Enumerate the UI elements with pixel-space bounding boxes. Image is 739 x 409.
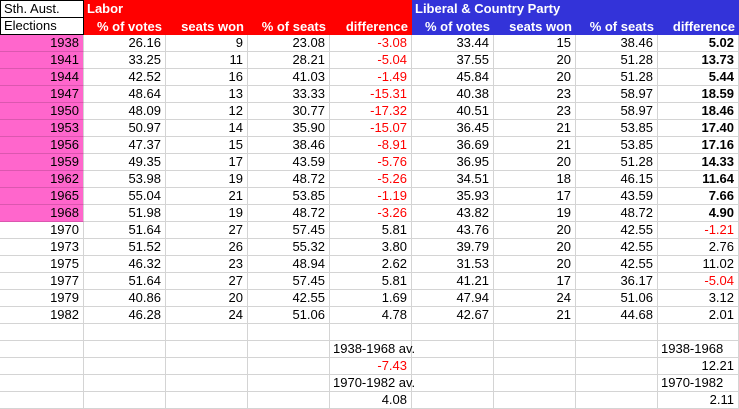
cell-labor-seat-pct[interactable]: 38.46 (248, 137, 330, 154)
year-row (0, 35, 739, 52)
cell-liberal-difference[interactable]: 3.12 (658, 290, 739, 307)
year-row (0, 86, 739, 103)
cell-year[interactable]: 1938 (0, 35, 84, 52)
cell-labor-summary[interactable]: 4.08 (330, 392, 412, 409)
cell-empty[interactable] (412, 341, 494, 358)
cell-empty[interactable] (0, 358, 84, 375)
cell-liberal-seats-won[interactable]: 24 (494, 290, 576, 307)
cell-empty[interactable] (330, 324, 412, 341)
cell-liberal-difference[interactable]: 2.76 (658, 239, 739, 256)
cell-liberal-seat-pct[interactable]: 53.85 (576, 137, 658, 154)
cell-empty[interactable] (576, 392, 658, 409)
corner-title-cell[interactable]: Sth. Aust. (0, 0, 84, 18)
cell-empty[interactable] (494, 324, 576, 341)
cell-labor-seats-won[interactable]: 13 (166, 86, 248, 103)
cell-empty[interactable] (0, 375, 84, 392)
cell-liberal-difference[interactable]: 14.33 (658, 154, 739, 171)
cell-liberal-votes[interactable]: 40.51 (412, 103, 494, 120)
cell-liberal-difference[interactable]: 5.02 (658, 35, 739, 52)
cell-labor-votes[interactable]: 42.52 (84, 69, 166, 86)
cell-empty[interactable] (84, 341, 166, 358)
cell-labor-votes[interactable]: 51.98 (84, 205, 166, 222)
cell-labor-difference[interactable]: -5.04 (330, 52, 412, 69)
cell-labor-votes[interactable]: 51.64 (84, 222, 166, 239)
cell-liberal-seats-won[interactable]: 23 (494, 86, 576, 103)
cell-liberal-difference[interactable]: 7.66 (658, 188, 739, 205)
liberal-seatpct-header[interactable]: % of seats (576, 18, 658, 35)
cell-empty[interactable] (576, 358, 658, 375)
cell-liberal-seat-pct[interactable]: 44.68 (576, 307, 658, 324)
cell-empty[interactable] (412, 358, 494, 375)
cell-labor-difference[interactable]: -3.26 (330, 205, 412, 222)
cell-liberal-votes[interactable]: 35.93 (412, 188, 494, 205)
cell-liberal-seats-won[interactable]: 20 (494, 222, 576, 239)
cell-labor-seat-pct[interactable]: 48.72 (248, 205, 330, 222)
cell-liberal-summary[interactable]: 1938-1968 (658, 341, 739, 358)
cell-labor-seat-pct[interactable]: 43.59 (248, 154, 330, 171)
cell-labor-summary[interactable]: -7.43 (330, 358, 412, 375)
cell-empty[interactable] (166, 324, 248, 341)
cell-empty[interactable] (412, 375, 494, 392)
cell-empty[interactable] (84, 375, 166, 392)
cell-liberal-seat-pct[interactable]: 58.97 (576, 103, 658, 120)
cell-labor-votes[interactable]: 47.37 (84, 137, 166, 154)
cell-liberal-votes[interactable]: 42.67 (412, 307, 494, 324)
labor-seatpct-header[interactable]: % of seats (248, 18, 330, 35)
cell-year[interactable]: 1950 (0, 103, 84, 120)
cell-labor-seats-won[interactable]: 23 (166, 256, 248, 273)
cell-liberal-votes[interactable]: 36.95 (412, 154, 494, 171)
cell-liberal-summary[interactable]: 2.11 (658, 392, 739, 409)
cell-labor-seats-won[interactable]: 16 (166, 69, 248, 86)
cell-liberal-seat-pct[interactable]: 58.97 (576, 86, 658, 103)
cell-liberal-seat-pct[interactable]: 36.17 (576, 273, 658, 290)
cell-empty[interactable] (248, 358, 330, 375)
labor-header-cell[interactable]: Labor (84, 0, 412, 18)
cell-empty[interactable] (576, 375, 658, 392)
cell-labor-votes[interactable]: 51.64 (84, 273, 166, 290)
cell-empty[interactable] (412, 392, 494, 409)
cell-empty[interactable] (0, 341, 84, 358)
year-row (0, 205, 739, 222)
cell-liberal-summary[interactable]: 12.21 (658, 358, 739, 375)
cell-liberal-votes[interactable]: 41.21 (412, 273, 494, 290)
cell-liberal-seat-pct[interactable]: 42.55 (576, 239, 658, 256)
cell-labor-difference[interactable]: -1.49 (330, 69, 412, 86)
cell-labor-seats-won[interactable]: 17 (166, 154, 248, 171)
cell-labor-seat-pct[interactable]: 30.77 (248, 103, 330, 120)
year-row (0, 171, 739, 188)
cell-labor-seat-pct[interactable]: 51.06 (248, 307, 330, 324)
cell-liberal-votes[interactable]: 43.82 (412, 205, 494, 222)
liberal-difference-header[interactable]: difference (658, 18, 739, 35)
party-header-row (0, 0, 739, 18)
cell-labor-seats-won[interactable]: 20 (166, 290, 248, 307)
cell-year[interactable]: 1968 (0, 205, 84, 222)
cell-labor-seat-pct[interactable]: 23.08 (248, 35, 330, 52)
cell-liberal-seats-won[interactable]: 20 (494, 239, 576, 256)
year-row (0, 222, 739, 239)
cell-liberal-seats-won[interactable]: 20 (494, 256, 576, 273)
cell-liberal-difference[interactable]: 17.16 (658, 137, 739, 154)
labor-seats-header[interactable]: seats won (166, 18, 248, 35)
cell-liberal-votes[interactable]: 45.84 (412, 69, 494, 86)
cell-labor-votes[interactable]: 26.16 (84, 35, 166, 52)
empty-row (0, 324, 739, 341)
cell-year[interactable]: 1970 (0, 222, 84, 239)
cell-labor-votes[interactable]: 50.97 (84, 120, 166, 137)
cell-labor-seats-won[interactable]: 9 (166, 35, 248, 52)
cell-year[interactable]: 1965 (0, 188, 84, 205)
column-header-row (0, 18, 739, 35)
cell-empty[interactable] (166, 358, 248, 375)
cell-labor-votes[interactable]: 51.52 (84, 239, 166, 256)
cell-year[interactable]: 1982 (0, 307, 84, 324)
cell-empty[interactable] (494, 341, 576, 358)
cell-labor-seats-won[interactable]: 15 (166, 137, 248, 154)
cell-liberal-difference[interactable]: 17.40 (658, 120, 739, 137)
cell-year[interactable]: 1959 (0, 154, 84, 171)
cell-labor-summary[interactable]: 1970-1982 av. (330, 375, 412, 392)
cell-year[interactable]: 1947 (0, 86, 84, 103)
liberal-seats-header[interactable]: seats won (494, 18, 576, 35)
cell-labor-votes[interactable]: 46.28 (84, 307, 166, 324)
cell-empty[interactable] (248, 324, 330, 341)
summary-label-row (0, 375, 739, 392)
year-row (0, 154, 739, 171)
cell-empty[interactable] (0, 392, 84, 409)
cell-liberal-seat-pct[interactable]: 46.15 (576, 171, 658, 188)
cell-liberal-difference[interactable]: 11.02 (658, 256, 739, 273)
cell-liberal-seats-won[interactable]: 20 (494, 69, 576, 86)
cell-liberal-votes[interactable]: 39.79 (412, 239, 494, 256)
year-row (0, 239, 739, 256)
cell-labor-seat-pct[interactable]: 33.33 (248, 86, 330, 103)
cell-labor-difference[interactable]: -15.07 (330, 120, 412, 137)
cell-liberal-seat-pct[interactable]: 42.55 (576, 256, 658, 273)
cell-empty[interactable] (84, 358, 166, 375)
cell-liberal-difference[interactable]: 4.90 (658, 205, 739, 222)
cell-labor-votes[interactable]: 49.35 (84, 154, 166, 171)
cell-empty[interactable] (166, 341, 248, 358)
cell-year[interactable]: 1975 (0, 256, 84, 273)
cell-liberal-votes[interactable]: 43.76 (412, 222, 494, 239)
cell-labor-seat-pct[interactable]: 35.90 (248, 120, 330, 137)
cell-empty[interactable] (166, 392, 248, 409)
summary-value-row (0, 358, 739, 375)
labor-votes-header[interactable]: % of votes (84, 18, 166, 35)
cell-empty[interactable] (576, 341, 658, 358)
cell-liberal-seat-pct[interactable]: 51.28 (576, 52, 658, 69)
cell-liberal-difference[interactable]: 13.73 (658, 52, 739, 69)
summary-value-row (0, 392, 739, 409)
liberal-header-cell[interactable]: Liberal & Country Party (412, 0, 739, 18)
cell-liberal-votes[interactable]: 36.45 (412, 120, 494, 137)
cell-liberal-votes[interactable]: 40.38 (412, 86, 494, 103)
cell-labor-seats-won[interactable]: 12 (166, 103, 248, 120)
cell-year[interactable]: 1956 (0, 137, 84, 154)
cell-year[interactable]: 1953 (0, 120, 84, 137)
cell-liberal-summary[interactable]: 1970-1982 (658, 375, 739, 392)
cell-labor-difference[interactable]: 2.62 (330, 256, 412, 273)
cell-labor-difference[interactable]: -15.31 (330, 86, 412, 103)
cell-liberal-difference[interactable]: 11.64 (658, 171, 739, 188)
cell-year[interactable]: 1941 (0, 52, 84, 69)
year-row (0, 120, 739, 137)
cell-empty[interactable] (494, 392, 576, 409)
cell-liberal-seat-pct[interactable]: 51.28 (576, 154, 658, 171)
cell-year[interactable]: 1977 (0, 273, 84, 290)
cell-empty[interactable] (494, 375, 576, 392)
cell-labor-votes[interactable]: 55.04 (84, 188, 166, 205)
cell-labor-difference[interactable]: 5.81 (330, 222, 412, 239)
cell-labor-seat-pct[interactable]: 41.03 (248, 69, 330, 86)
cell-liberal-seats-won[interactable]: 21 (494, 137, 576, 154)
cell-labor-seat-pct[interactable]: 53.85 (248, 188, 330, 205)
labor-difference-header[interactable]: difference (330, 18, 412, 35)
cell-liberal-difference[interactable]: 18.59 (658, 86, 739, 103)
cell-liberal-votes[interactable]: 33.44 (412, 35, 494, 52)
cell-labor-difference[interactable]: -5.26 (330, 171, 412, 188)
cell-labor-seats-won[interactable]: 11 (166, 52, 248, 69)
cell-empty[interactable] (84, 392, 166, 409)
year-row (0, 273, 739, 290)
cell-labor-votes[interactable]: 48.09 (84, 103, 166, 120)
cell-empty[interactable] (494, 358, 576, 375)
cell-labor-difference[interactable]: 1.69 (330, 290, 412, 307)
cell-liberal-seats-won[interactable]: 23 (494, 103, 576, 120)
cell-year[interactable]: 1944 (0, 69, 84, 86)
cell-labor-difference[interactable]: -5.76 (330, 154, 412, 171)
cell-labor-seat-pct[interactable]: 57.45 (248, 273, 330, 290)
year-row (0, 188, 739, 205)
cell-liberal-votes[interactable]: 34.51 (412, 171, 494, 188)
year-row (0, 290, 739, 307)
cell-labor-difference[interactable]: -1.19 (330, 188, 412, 205)
cell-liberal-seats-won[interactable]: 21 (494, 307, 576, 324)
cell-liberal-seats-won[interactable]: 15 (494, 35, 576, 52)
summary-label-row (0, 341, 739, 358)
cell-liberal-seat-pct[interactable]: 43.59 (576, 188, 658, 205)
cell-empty[interactable] (412, 324, 494, 341)
cell-empty[interactable] (166, 375, 248, 392)
corner-subtitle-cell[interactable]: Elections (0, 18, 84, 35)
year-row (0, 52, 739, 69)
cell-empty[interactable] (248, 392, 330, 409)
cell-labor-seats-won[interactable]: 19 (166, 171, 248, 188)
cell-empty[interactable] (576, 324, 658, 341)
cell-liberal-seats-won[interactable]: 21 (494, 120, 576, 137)
cell-liberal-difference[interactable]: 2.01 (658, 307, 739, 324)
liberal-votes-header[interactable]: % of votes (412, 18, 494, 35)
cell-labor-seat-pct[interactable]: 55.32 (248, 239, 330, 256)
cell-liberal-seat-pct[interactable]: 48.72 (576, 205, 658, 222)
cell-labor-seats-won[interactable]: 21 (166, 188, 248, 205)
cell-liberal-seats-won[interactable]: 19 (494, 205, 576, 222)
cell-year[interactable]: 1962 (0, 171, 84, 188)
cell-liberal-votes[interactable]: 37.55 (412, 52, 494, 69)
cell-labor-seats-won[interactable]: 24 (166, 307, 248, 324)
cell-labor-votes[interactable]: 33.25 (84, 52, 166, 69)
cell-liberal-seat-pct[interactable]: 51.28 (576, 69, 658, 86)
cell-labor-seat-pct[interactable]: 42.55 (248, 290, 330, 307)
cell-labor-seats-won[interactable]: 27 (166, 273, 248, 290)
cell-liberal-seats-won[interactable]: 17 (494, 188, 576, 205)
year-row (0, 69, 739, 86)
cell-liberal-votes[interactable]: 36.69 (412, 137, 494, 154)
cell-labor-difference[interactable]: 4.78 (330, 307, 412, 324)
cell-labor-votes[interactable]: 46.32 (84, 256, 166, 273)
cell-labor-seats-won[interactable]: 19 (166, 205, 248, 222)
cell-labor-summary[interactable]: 1938-1968 av. (330, 341, 412, 358)
cell-labor-votes[interactable]: 53.98 (84, 171, 166, 188)
cell-liberal-seats-won[interactable]: 18 (494, 171, 576, 188)
cell-liberal-difference[interactable]: -5.04 (658, 273, 739, 290)
cell-year[interactable]: 1973 (0, 239, 84, 256)
cell-labor-votes[interactable]: 40.86 (84, 290, 166, 307)
cell-empty[interactable] (248, 341, 330, 358)
cell-empty[interactable] (658, 324, 739, 341)
cell-liberal-seat-pct[interactable]: 53.85 (576, 120, 658, 137)
cell-liberal-seat-pct[interactable]: 51.06 (576, 290, 658, 307)
cell-liberal-seats-won[interactable]: 17 (494, 273, 576, 290)
cell-labor-seats-won[interactable]: 14 (166, 120, 248, 137)
cell-labor-seats-won[interactable]: 26 (166, 239, 248, 256)
year-row (0, 307, 739, 324)
cell-labor-difference[interactable]: 3.80 (330, 239, 412, 256)
cell-liberal-votes[interactable]: 47.94 (412, 290, 494, 307)
cell-labor-votes[interactable]: 48.64 (84, 86, 166, 103)
cell-liberal-difference[interactable]: 5.44 (658, 69, 739, 86)
year-row (0, 137, 739, 154)
cell-labor-seat-pct[interactable]: 48.94 (248, 256, 330, 273)
cell-liberal-difference[interactable]: -1.21 (658, 222, 739, 239)
cell-labor-seats-won[interactable]: 27 (166, 222, 248, 239)
cell-liberal-seat-pct[interactable]: 42.55 (576, 222, 658, 239)
cell-empty[interactable] (0, 324, 84, 341)
cell-empty[interactable] (84, 324, 166, 341)
cell-labor-difference[interactable]: -3.08 (330, 35, 412, 52)
cell-labor-difference[interactable]: 5.81 (330, 273, 412, 290)
cell-labor-seat-pct[interactable]: 57.45 (248, 222, 330, 239)
cell-empty[interactable] (248, 375, 330, 392)
cell-liberal-votes[interactable]: 31.53 (412, 256, 494, 273)
cell-liberal-difference[interactable]: 18.46 (658, 103, 739, 120)
year-row (0, 256, 739, 273)
cell-labor-seat-pct[interactable]: 28.21 (248, 52, 330, 69)
cell-liberal-seats-won[interactable]: 20 (494, 52, 576, 69)
year-row (0, 103, 739, 120)
cell-labor-seat-pct[interactable]: 48.72 (248, 171, 330, 188)
cell-year[interactable]: 1979 (0, 290, 84, 307)
cell-liberal-seat-pct[interactable]: 38.46 (576, 35, 658, 52)
cell-labor-difference[interactable]: -8.91 (330, 137, 412, 154)
cell-liberal-seats-won[interactable]: 20 (494, 154, 576, 171)
cell-labor-difference[interactable]: -17.32 (330, 103, 412, 120)
